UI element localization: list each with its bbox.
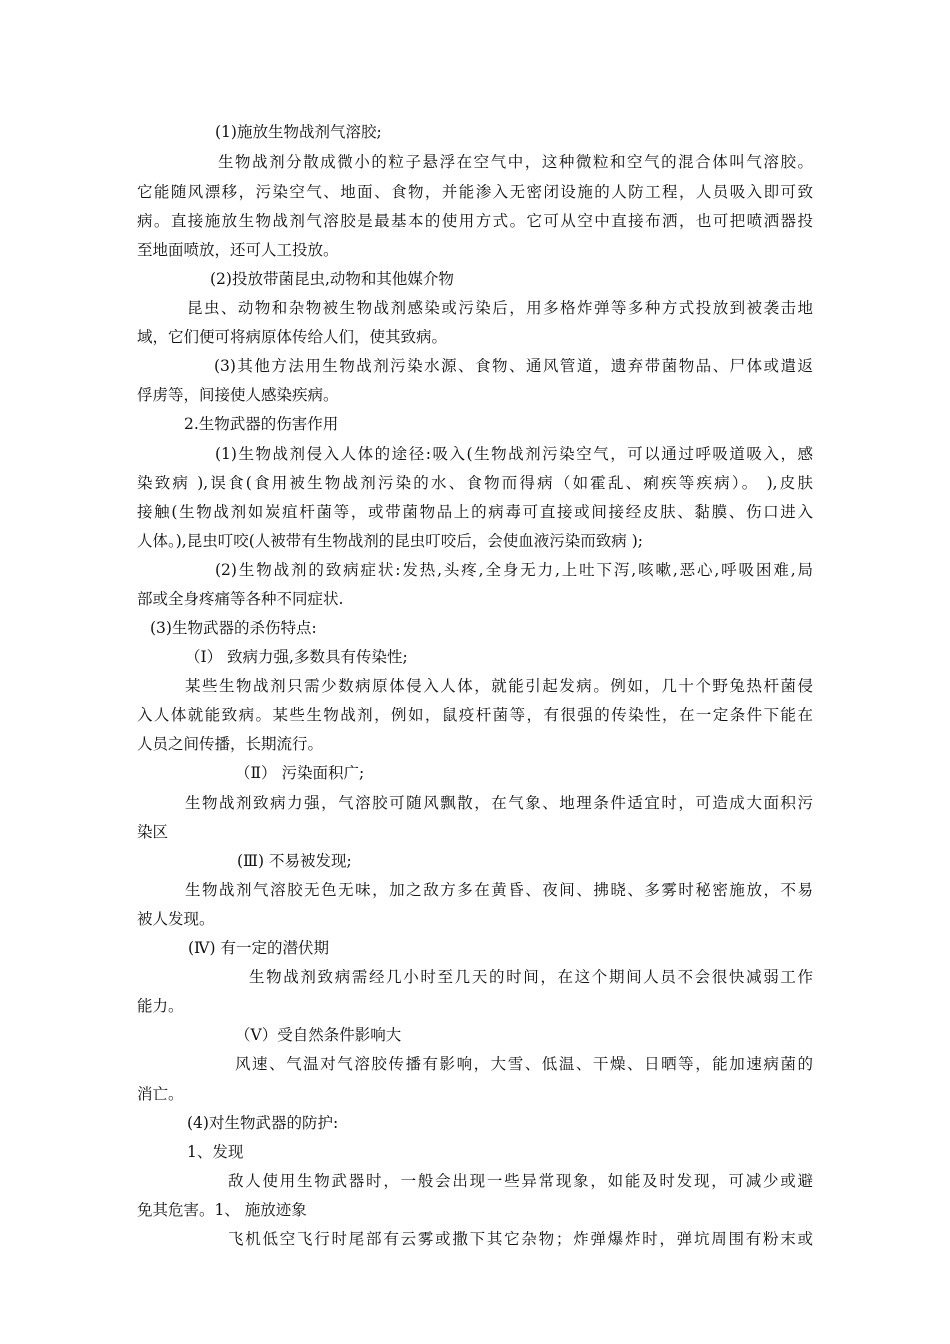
subsection-heading: (Ⅲ) 不易被发现;: [237, 852, 352, 870]
text-line: 人员之间传播，长期流行。: [137, 735, 324, 753]
text-line: 敌人使用生物武器时，一般会出现一些异常现象，如能及时发现，可减少或避: [228, 1172, 813, 1190]
text-line: (2)生物战剂的致病症状:发热,头疼,全身无力,上吐下泻,咳嗽,恶心,呼吸困难,局: [215, 561, 813, 579]
text-line: 生物战剂气溶胶无色无味，加之敌方多在黄昏、夜间、拂晓、多雾时秘密施放，不易: [185, 881, 813, 899]
text-line: 它能随风漂移，污染空气、地面、食物，并能渗入无密闭设施的人防工程，人员吸入即可致: [137, 183, 813, 201]
text-line: 生物战剂分散成微小的粒子悬浮在空气中，这种微粒和空气的混合体叫气溶胶。: [218, 153, 813, 171]
subsection-heading: （Ⅰ） 致病力强,多数具有传染性;: [185, 648, 408, 666]
text-line: 俘虏等，间接使人感染疾病。: [137, 386, 339, 404]
text-line: 接触(生物战剂如炭疽杆菌等，或带菌物品上的病毒可直接或间接经皮肤、黏膜、伤口进入: [137, 503, 813, 521]
text-line: 入人体就能致病。某些生物战剂，例如，鼠疫杆菌等，有很强的传染性，在一定条件下能在: [137, 706, 813, 724]
text-line: 被人发现。: [137, 910, 215, 928]
section-heading: (4)对生物武器的防护:: [187, 1114, 339, 1132]
text-line: 某些生物战剂只需少数病原体侵入人体，就能引起发病。例如，几十个野兔热杆菌侵: [185, 677, 813, 695]
text-line: (3)其他方法用生物战剂污染水源、食物、通风管道，遗弃带菌物品、尸体或遣返: [214, 357, 813, 375]
text-line: 至地面喷放，还可人工投放。: [137, 241, 339, 259]
text-line: 免其危害。1、 施放迹象: [137, 1201, 307, 1219]
text-line: 域，它们便可将病原体传给人们，使其致病。: [137, 328, 448, 346]
section-heading: (3)生物武器的杀伤特点:: [150, 619, 317, 637]
text-line: (1)施放生物战剂气溶胶;: [215, 123, 382, 141]
text-line: 能力。: [137, 997, 184, 1015]
text-line: 生物战剂致病力强，气溶胶可随风飘散，在气象、地理条件适宜时，可造成大面积污: [185, 794, 813, 812]
text-line: 染区: [137, 823, 169, 841]
text-line: (2)投放带菌昆虫,动物和其他媒介物: [210, 270, 454, 288]
text-line: 病。直接施放生物战剂气溶胶是最基本的使用方式。它可从空中直接布洒，也可把喷洒器投: [137, 212, 813, 230]
text-line: 生物战剂致病需经几小时至几天的时间，在这个期间人员不会很快减弱工作: [249, 968, 813, 986]
subsection-heading: （Ⅱ） 污染面积广;: [235, 764, 365, 782]
text-line: 消亡。: [137, 1085, 184, 1103]
text-line: 部或全身疼痛等各种不同症状.: [137, 590, 344, 608]
section-heading: 2.生物武器的伤害作用: [184, 415, 339, 433]
text-line: 染致病 ),误食(食用被生物战剂污染的水、食物而得病（如霍乱、痢疾等疾病）。 ),皮肤: [137, 474, 813, 492]
subsection-heading: 1、发现: [187, 1143, 244, 1161]
text-line: 风速、气温对气溶胶传播有影响，大雪、低温、干燥、日晒等，能加速病菌的: [235, 1055, 813, 1073]
subsection-heading: (Ⅳ) 有一定的潜伏期: [188, 939, 330, 957]
text-line: (1)生物战剂侵入人体的途径:吸入(生物战剂污染空气，可以通过呼吸道吸入，感: [215, 445, 813, 463]
text-line: 飞机低空飞行时尾部有云雾或撒下其它杂物；炸弹爆炸时，弹坑周围有粉末或: [228, 1230, 813, 1248]
subsection-heading: （Ⅴ）受自然条件影响大: [235, 1026, 402, 1044]
text-line: 人体。),昆虫叮咬(人被带有生物战剂的昆虫叮咬后，会使血液污染而致病 );: [137, 532, 643, 550]
text-line: 昆虫、动物和杂物被生物战剂感染或污染后，用多格炸弹等多种方式投放到被袭击地: [187, 299, 813, 317]
